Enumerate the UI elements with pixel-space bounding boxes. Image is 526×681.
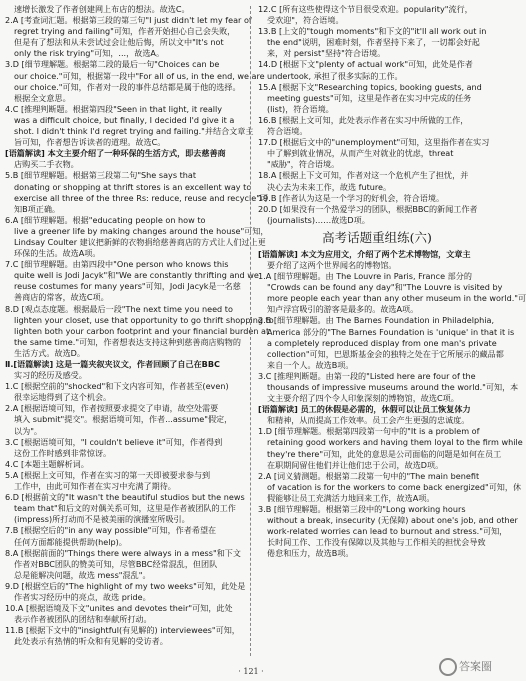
text-line: 但是有了想法和从未尝试过会让他后悔，所以文中"It's not [14, 37, 224, 48]
text-line: 13.B [上文的"tough moments"和下文的"it'll all work out in [258, 26, 487, 37]
text-line: team that"和后文的对偶关系可知，这里是作者被团队的工作 [14, 503, 236, 514]
text-line: 20.D [如果没有一个热爱学习的团队，根据BBC的新闻工作者 [258, 203, 478, 214]
text-line: the end"说明，困难时刻，作者坚持下来了，一切都会好起 [267, 37, 480, 48]
text-line: 作者对BBC团队的赞美可知，尽管BBC经常混乱，但团队 [14, 558, 218, 569]
text-line: 5.B [细节理解题。根据第三段第二句"She says that [5, 170, 197, 181]
text-line: 此处表示有热情的听众和有见解的受访者。 [14, 636, 168, 647]
text-line: lighten both your carbon footprint and your financial burden at [14, 325, 270, 336]
text-line: 6.D [根据前文的"It wasn't the beautiful studios but the news [5, 492, 245, 503]
text-line: [语篇解读] 员工的休假是必需的，休假可以让员工恢复体力 [258, 404, 471, 415]
text-line: 14.D [根据下文"plenty of actual work"可知，此处是作者 [258, 59, 473, 70]
text-line: our choice."可知，作者对一段的事件总结都是属于他的选择。 [14, 81, 241, 92]
text-line: 受欢迎"，符合语境。 [267, 15, 344, 26]
text-line: 9.D [根据空后的"The highlight of my two weeks"可知，此处是 [5, 580, 246, 591]
text-line: more people each year than any other museum in the world."可 [267, 293, 526, 304]
right-column-bottom [258, 248, 526, 560]
text-line: 善商店的常客，故选C项。 [14, 292, 109, 303]
text-line: 要介绍了这两个世界闻名的博物馆。 [267, 259, 397, 270]
text-line: thousands of impressive museums around the world."可知，本 [267, 382, 519, 392]
text-line: 假能够让员工充满活力地回来工作，故选A项。 [267, 492, 435, 503]
text-line: our choice."可知，根据第一段中"For all of us, in the end, we are [14, 70, 265, 81]
text-line: 11.B [根据下文中的"insightful(有见解的) interviewees"可知， [5, 625, 240, 636]
section-title: 高考话题重组练(六) [322, 229, 432, 245]
text-line: reuse costumes for many years"可知，Jodi Jacyk是一名慈 [14, 281, 241, 292]
text-line: 3.B [细节理解题。根据第三段中的"Long working hours [258, 504, 466, 515]
text-line: the same time."可知，作者想表达支持这种到慈善商店购物的 [14, 336, 241, 347]
text-line: only the risk trying"可知，...，故选A。 [14, 48, 165, 59]
text-line: 知B项正确。 [14, 203, 61, 214]
text-line: 长时间工作、工作没有保障以及其他与工作相关的担忧会导致 [267, 537, 486, 548]
text-line: Lindsay Coulter 建议把新鲜的衣物捐给慈善商店的方式让人们过上更 [14, 236, 266, 247]
text-line: 6.A [细节理解题。根据"educating people on how to [5, 214, 206, 225]
text-line: 7.C [细节理解题。由第四段中"One person who knows this [5, 259, 229, 270]
text-line: 2.B [细节理解题。由 The Barnes Foundation in Philadelphia, [258, 315, 495, 326]
text-line: (list)，符合语境。 [267, 103, 334, 114]
text-line: 7.B [根据空后的"in any way possible"可知，作者希望在 [5, 525, 217, 536]
text-line: 18.A [根据上下文可知，作者对这一个危机产生了担忧，并 [258, 170, 469, 181]
text-line: "威胁"，符合语境。 [267, 159, 340, 170]
text-line: 这份工作时感到非常惊讶。 [14, 447, 112, 458]
left-column [5, 4, 274, 647]
text-line: 根据全文意思。 [14, 92, 71, 103]
text-line: 来，对 persist"坚持"符合语境。 [267, 48, 386, 59]
text-line: shot. I didn't think I'd regret trying and failing."并结合文章主 [14, 126, 254, 137]
text-line: 以为"。 [14, 425, 43, 436]
text-line: 3.D [细节理解题。根据第二段的最后一句"Choices can be [5, 59, 220, 70]
text-line: 中了解到就业情况，从而产生对就业的忧虑，threat [267, 148, 454, 159]
text-line: 2.A [根据语境可知，作者按照要求提交了申请，故空处需要 [5, 403, 219, 414]
text-line: 很幸运地得到了这个机会。 [14, 392, 112, 403]
text-line: 和精神，从而提高工作效率。员工会产生更强的忠诚度。 [267, 415, 470, 426]
text-line: a completely reproduced display from one man's private [267, 337, 497, 348]
text-line: meeting guests"可知，这里是作者在实习中完成的任务 [267, 92, 472, 103]
page-number: · 121 · [238, 667, 264, 676]
text-line: 1.D [细节理解题。根据第四段第一句中的"It is a problem of [258, 426, 480, 437]
text-line: 4.C [本题主题解析词。 [5, 458, 89, 469]
text-line: 19.B [作者认为这是一个学习的好机会，符合语境。 [258, 192, 445, 203]
text-line: 8.A [根据前面的"Things there were always in a mess"和下文 [5, 547, 241, 558]
text-line: 生活方式。故选D。 [14, 347, 85, 358]
text-line: quite well is Jodi Jacyk"和"We are constantly thrifting and we [14, 270, 259, 281]
text-line: 15.A [根据下文"Researching topics, booking guests, and [258, 81, 482, 92]
text-line: they're there"可知，此处的意思是公司面临的问题是如何在员工 [267, 448, 502, 459]
text-line: 旨可知，作者想告诉读者的道理。故选C。 [14, 137, 166, 148]
text-line: 作者实习经历中的亮点，故选 pride。 [14, 591, 151, 602]
text-line: 2.A [词义猜测题。根据第二段第一句中的"The main benefit [258, 470, 480, 481]
text-line: 工作中，由此可知作者在实习中充满了期待。 [14, 481, 176, 492]
watermark [434, 658, 492, 678]
text-line: 知卢浮宫吸引的游客是最多的。故选A项。 [267, 304, 419, 315]
right-column-top [258, 4, 496, 226]
text-line: without a break, insecurity (无保障) about one's job, and other [267, 515, 518, 526]
text-line: [语篇解读] 本文主要介绍了一种环保的生活方式，即去慈善商 [5, 148, 226, 159]
column-divider [250, 6, 251, 656]
text-line: 1.A [细节理解题。由 The Louvre in Paris, France 部分的 [258, 271, 472, 282]
text-line: 4.C [推理判断题。根据第四段"Seen in that light, it really [5, 103, 223, 114]
text-line: (journalists)……故选D项。 [267, 214, 370, 225]
text-line: undertook, 承担了很多实际的工作。 [267, 70, 403, 81]
text-line: retaining good workers and having them loyal to the firm while [267, 437, 523, 448]
text-line: 8.D [观点态度题。根据最后一段"The next time you need to [5, 303, 233, 314]
text-line: 1.C [根据空前的"shocked"和下文内容可知，作者甚至(even) [5, 381, 229, 392]
text-line: collection"可知，巴恩斯基金会的独特之处在于它所展示的藏品都 [267, 348, 504, 359]
text-line: 决心去为未来工作，故选 future。 [267, 181, 392, 192]
text-line: of vacation is for the workers to come back energized"可知，休 [267, 481, 522, 492]
text-line: donating or shopping at thrift stores is an excellent way to [14, 181, 252, 192]
text-line: America 部分的"The Barnes Foundation is 'unique' in that it is [267, 326, 515, 337]
right-column [258, 4, 526, 560]
text-line: 任何方面都能提供帮助(help)。 [14, 536, 127, 547]
text-line: regret trying and failing"可知，作者开始担心自己会失败， [14, 26, 236, 37]
text-line: 总是能解决问题，故选 mess"混乱"。 [14, 569, 151, 580]
text-line: 2.A [考查词汇题。根据第三段的第三句"I just didn't let my fear of [5, 15, 252, 26]
text-line: 5.A [根据上文可知，作者在实习的第一天即被要求参与到 [5, 469, 211, 480]
text-line: Ⅱ.[语篇解读] 这是一篇夹叙夹议文，作者回顾了自己在BBC [5, 359, 220, 369]
watermark-text: 答案圈 [459, 660, 492, 673]
text-line: 16.B [根据上文可知，此处表示作者在实习中所做的工作， [258, 114, 469, 125]
text-line: (impress)所打动而不是被美丽的演播室所吸引。 [14, 514, 190, 525]
text-line: 实习的经历及感受。 [14, 370, 87, 381]
text-line: 10.A [根据语境及下文"unites and devotes their"可知，此处 [5, 603, 233, 614]
text-line: live a greener life by making changes around the house"可知， [14, 225, 269, 236]
watermark-logo-icon [439, 658, 457, 676]
text-line: work-related worries can lead to burnout and stress."可知， [267, 526, 508, 537]
text-line: 文主要介绍了四个令人印象深刻的博物馆，故选C项。 [267, 393, 459, 404]
text-line: 12.C [所有这些使得这个节目很受欢迎。popularity"流行， [258, 4, 473, 14]
text-line: 店购买二手衣物。 [14, 159, 79, 170]
text-line: was a difficult choice, but finally, I decided I'd give it a [14, 114, 235, 125]
text-line: 在职期间留住他们并让他们忠于公司，故选D项。 [267, 459, 444, 470]
text-line: exercise all three of the three Rs: reduce, reuse and recycle"可 [14, 192, 269, 203]
text-line: 符合语境。 [267, 126, 308, 137]
text-line: 3.C [根据语境可知，"I couldn't believe it"可知，作者得到 [5, 436, 223, 447]
text-line: 填入 submit"提交"。根据语境可知，作者...assume"假定， [14, 414, 233, 425]
text-line: lighten your closet, use that opportunity to go thrift shopping to [14, 314, 274, 325]
text-line: "Crowds can be found any day"和"The Louvre is visited by [267, 282, 503, 293]
text-line: 速增长激发了作者创建网上布店的想法。故选C。 [14, 4, 190, 14]
text-line: 环保的生活。故选A项。 [14, 248, 101, 259]
text-line: 来自一个人。故选B项。 [267, 359, 354, 370]
text-line: 3.C [推理判断题。由第一段的"Listed here are four of the [258, 370, 476, 381]
text-line: 表示作者被团队的团结和奉献所打动。 [14, 614, 152, 625]
text-line: 倦怠和压力，故选B项。 [267, 548, 354, 559]
text-line: [语篇解读] 本文为应用文，介绍了两个艺术博物馆，文章主 [258, 248, 471, 259]
text-line: 17.D [根据后文中的"unemployment"可知，这里指作者在实习 [258, 137, 490, 148]
